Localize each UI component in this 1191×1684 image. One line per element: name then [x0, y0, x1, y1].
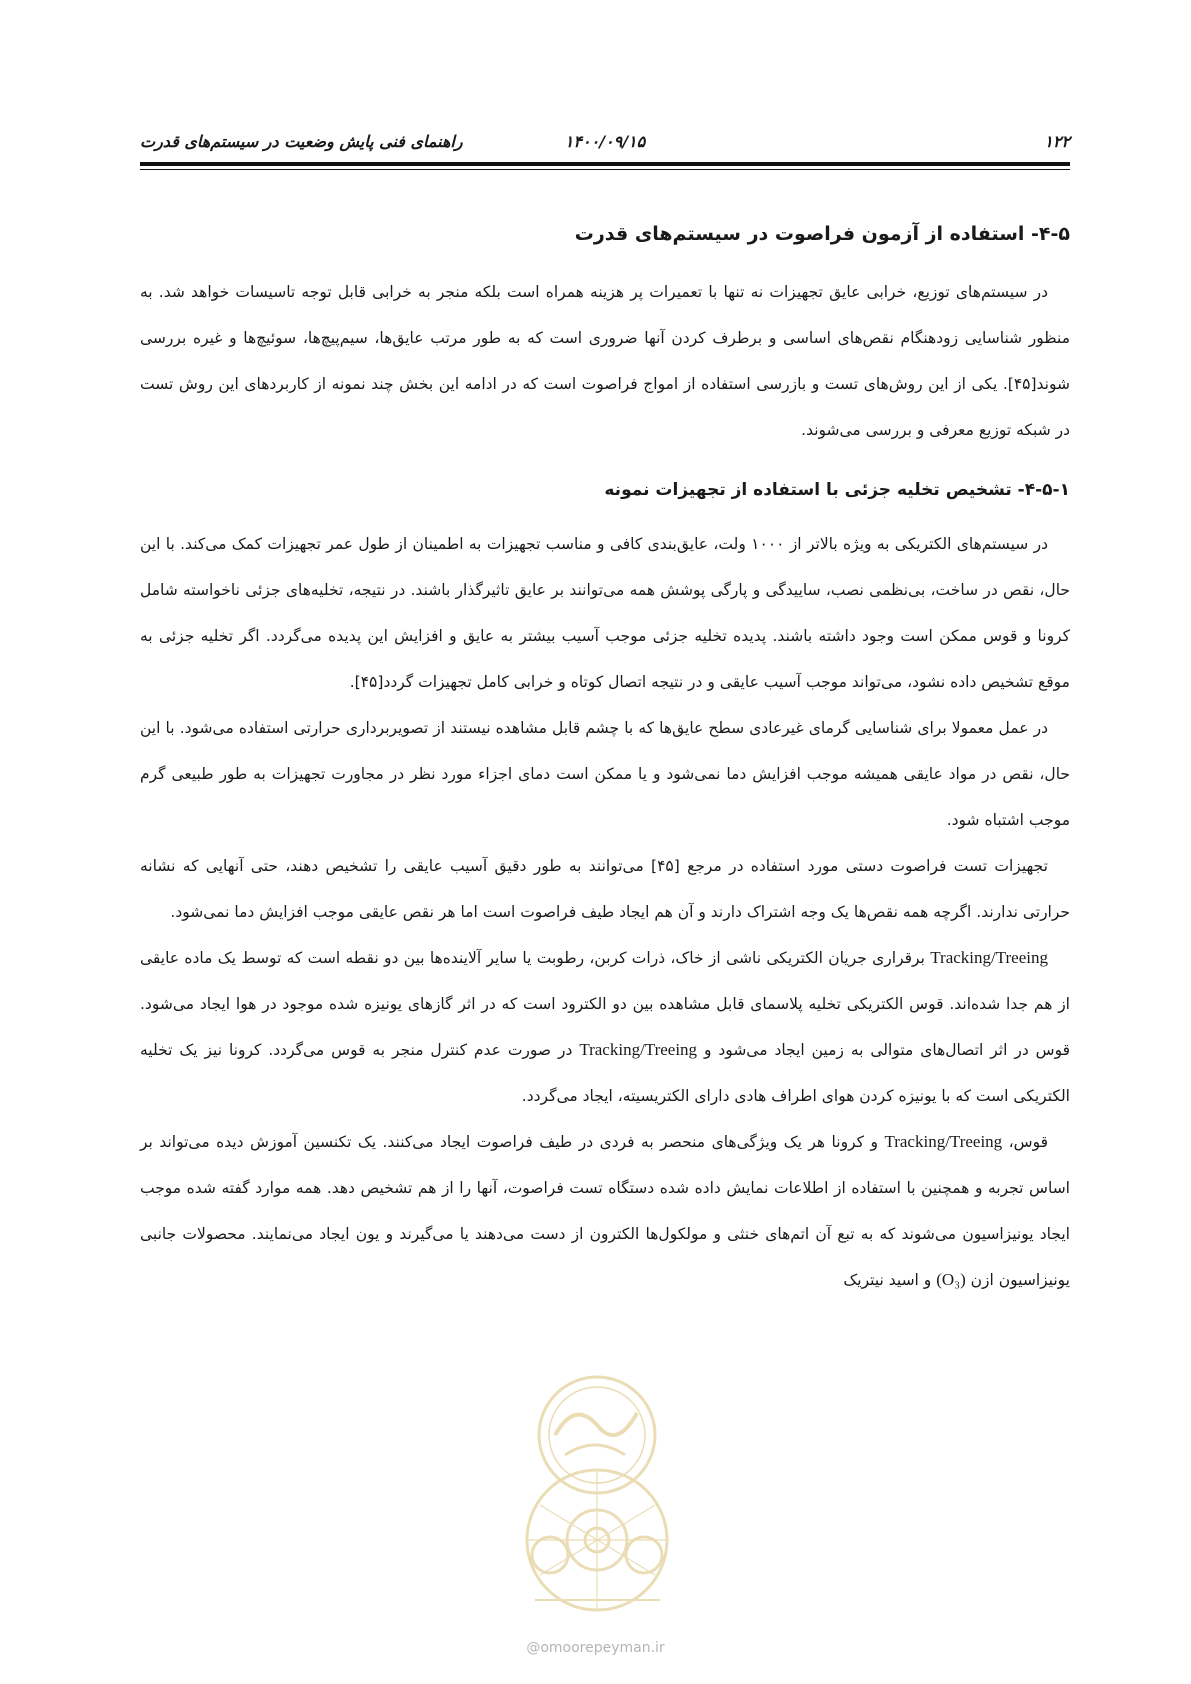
watermark-url — [0, 1640, 1191, 1656]
section-paragraph: در سیستم‌های توزیع، خرابی عایق تجهیزات نه تنها با تعمیرات پر هزینه همراه است بلکه منجر به خرابی قابل توجه تاسیسات خواهد شد. به منظور شناسایی زودهنگام نقص‌های اساسی و برطرف کردن آنها ضروری است که به طور مرتب عایق‌ها، سیم‌پیچ‌ها، سوئیچ‌ها و غیره بررسی شوند[۴۵]. یکی از این روش‌های تست و بازرسی استفاده از امواج فراصوت است که در ادامه این بخش چند نمونه از کاربردهای این روش تست در شبکه توزیع معرفی و بررسی می‌شوند. — [140, 283, 1070, 439]
header-title: راهنمای فنی پایش وضعیت در سیستم‌های قدرت — [140, 132, 463, 151]
paragraph-4 — [140, 935, 1070, 1119]
at-icon: @ — [526, 1640, 541, 1656]
header-rule-thick — [140, 162, 1070, 166]
paragraph-5-text-a: قوس، — [1002, 1133, 1048, 1151]
watermark-url-text: omoorepeyman.ir — [540, 1640, 665, 1656]
paragraph-4-text-b: در صورت عدم کنترل منجر به قوس می‌گردد. کرونا نیز یک تخلیه الکتریکی است که با یونیزه کردن هوای اطراف هادی دارای الکتریسیته، ایجاد می‌گردد. — [140, 1041, 1070, 1105]
paragraph-5 — [140, 1119, 1070, 1303]
paragraph-3: تجهیزات تست فراصوت دستی مورد استفاده در مرجع [۴۵] می‌توانند به طور دقیق آسیب عایقی را تشخیص دهند، حتی آنهایی که نشانه حرارتی ندارند. اگرچه همه نقص‌ها یک وجه اشتراک دارند و آن هم ایجاد طیف فراصوت است اما هر نقص عایقی موجب افزایش دما نمی‌شود. — [140, 857, 1070, 921]
paragraph-5-text-b: و کرونا هر یک ویژگی‌های منحصر به فردی در طیف فراصوت ایجاد می‌کنند. یک تکنسین آموزش دیده می‌تواند بر اساس تجربه و همچنین با استفاده از اطلاعات نمایش داده شده دستگاه تست فراصوت، آنها را از هم تشخیص دهد. همه موارد گفته شده موجب ایجاد یونیزاسیون می‌شوند که به تبع آن اتم‌های خنثی و مولکول‌ها الکترون از دست می‌دهند یا می‌گیرند و یون ایجاد می‌نمایند. محصولات جانبی یونیزاسیون ازن — [140, 1133, 1070, 1289]
page-number: ۱۲۲ — [1044, 132, 1070, 151]
subsection-heading: ۴-۵-۱- تشخیص تخلیه جزئی با استفاده از تجهیزات نمونه — [604, 480, 1070, 500]
header-rule-thin — [140, 169, 1070, 170]
term-tracking-treeing: Tracking/Treeing — [930, 948, 1048, 967]
ozone-formula: (O₃) — [936, 1270, 966, 1289]
term-tracking-treeing: Tracking/Treeing — [579, 1040, 698, 1059]
watermark-seal-icon — [505, 1365, 690, 1615]
page-content — [140, 205, 1070, 1303]
term-tracking-treeing: Tracking/Treeing — [884, 1132, 1003, 1151]
paragraph-5-text-c: و اسید نیتریک — [843, 1271, 937, 1289]
paragraph-1: در سیستم‌های الکتریکی به ویژه بالاتر از ۱۰۰۰ ولت، عایق‌بندی کافی و مناسب تجهیزات به اطمینان از طول عمر تجهیزات کمک می‌کند. با این حال، نقص در ساخت، بی‌نظمی نصب، ساییدگی و پارگی پوشش همه می‌توانند بر عایق تاثیرگذار باشند. در نتیجه، تخلیه‌های جزئی ناخواسته شامل کرونا و قوس ممکن است وجود داشته باشند. پدیده تخلیه جزئی موجب آسیب بیشتر به عایق و افزایش این پدیده می‌گردد. اگر تخلیه جزئی به موقع تشخیص داده نشود، می‌تواند موجب آسیب عایقی و در نتیجه اتصال کوتاه و خرابی کامل تجهیزات گردد[۴۵]. — [140, 535, 1070, 691]
paragraph-4-text-a: برقراری جریان الکتریکی ناشی از خاک، ذرات کربن، رطوبت یا سایر آلاینده‌ها بین دو نقطه است که توسط یک ماده عایقی از هم جدا شده‌اند. قوس الکتریکی تخلیه پلاسمای قابل مشاهده بین دو الکترود است که در اثر گازهای یونیزه شده موجود در هوا ایجاد می‌شود. قوس در اثر اتصال‌های متوالی به زمین ایجاد می‌شود و — [140, 949, 1070, 1059]
header-date: ۱۴۰۰/۰۹/۱۵ — [564, 132, 646, 151]
section-heading: ۴-۵- استفاده از آزمون فراصوت در سیستم‌های قدرت — [574, 223, 1070, 245]
page-header — [140, 128, 1070, 158]
paragraph-2: در عمل معمولا برای شناسایی گرمای غیرعادی سطح عایق‌ها که با چشم قابل مشاهده نیستند از تصویربرداری حرارتی استفاده می‌شود. با این حال، نقص در مواد عایقی همیشه موجب افزایش دما نمی‌شود و یا ممکن است دمای اجزاء مورد نظر در مجاورت تجهیزات به طور طبیعی گرم موجب اشتباه شود. — [140, 719, 1070, 829]
